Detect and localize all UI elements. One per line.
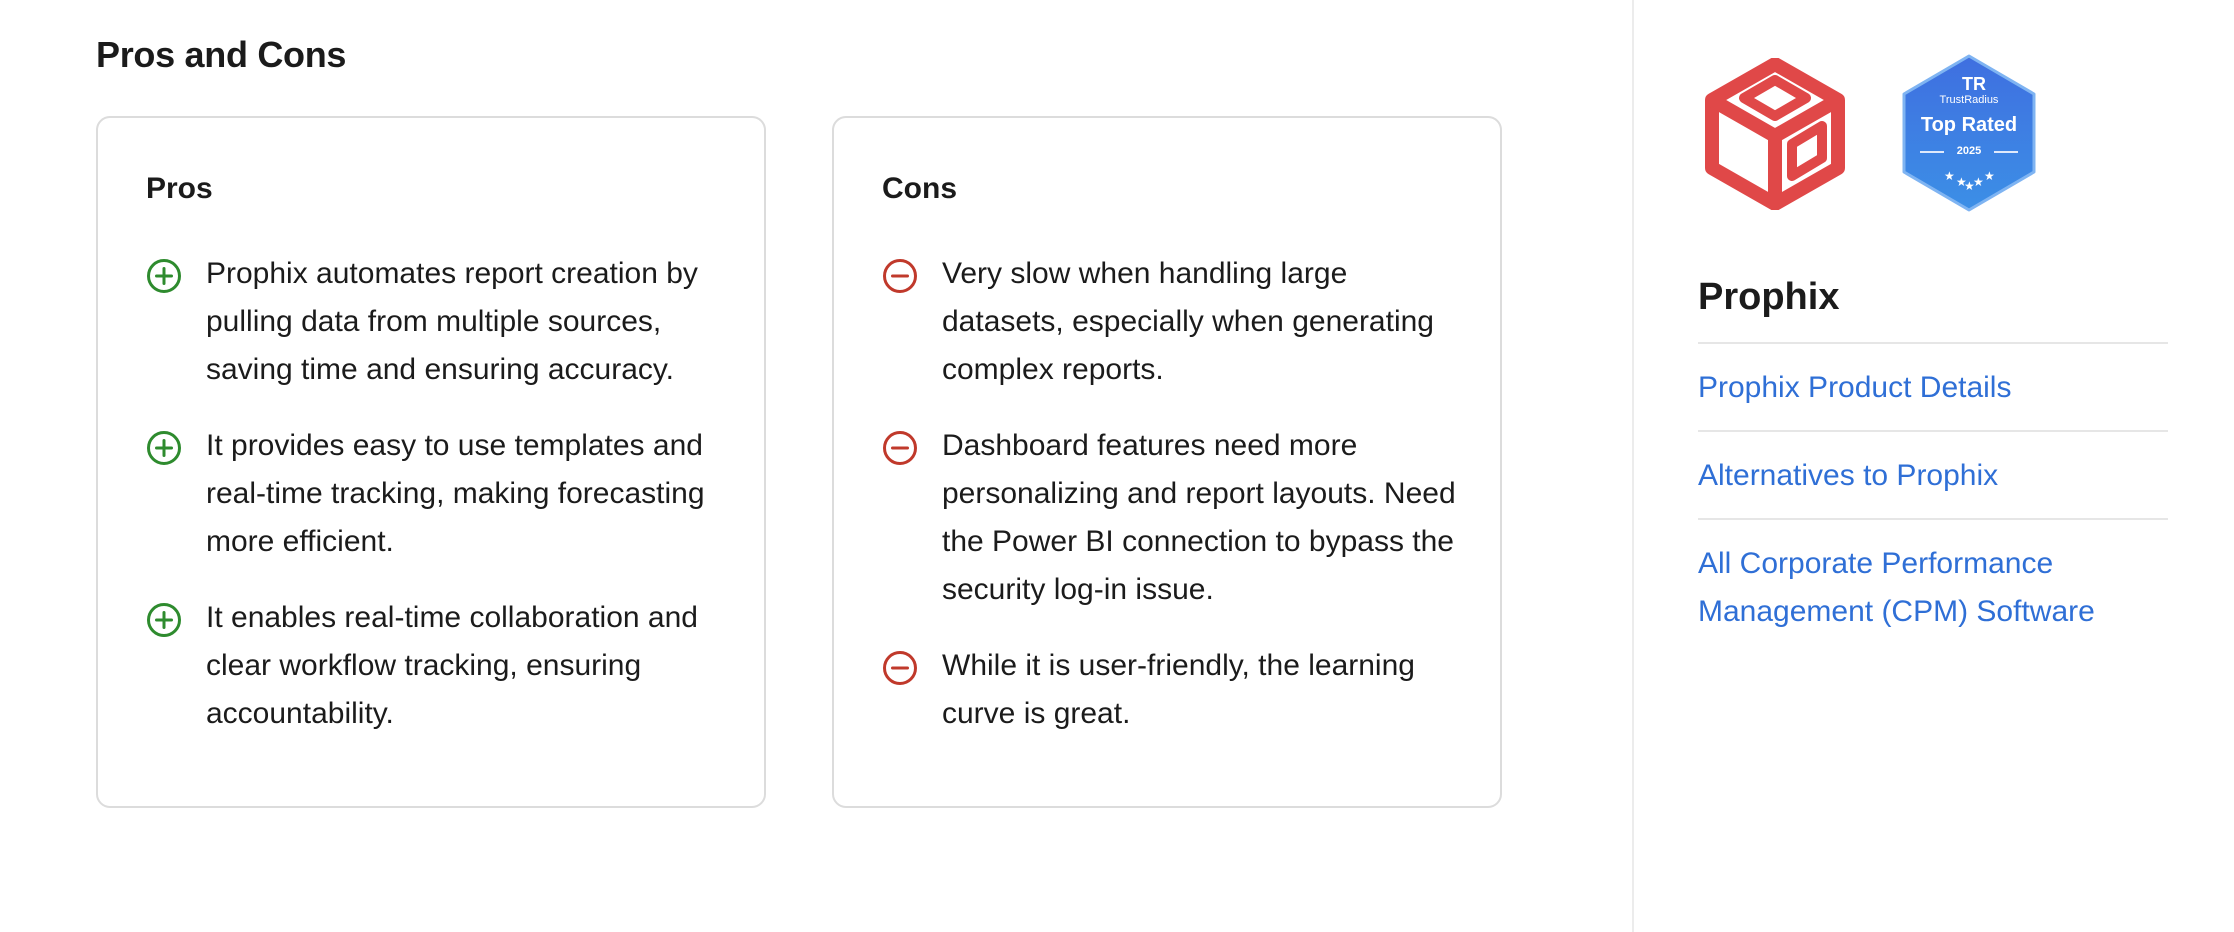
pros-title: Pros	[146, 172, 213, 205]
plus-circle-icon	[146, 258, 182, 294]
svg-text:TR: TR	[1962, 74, 1986, 94]
cons-item	[882, 642, 1460, 738]
badge-brand: TrustRadius	[1939, 94, 1999, 106]
cons-item	[882, 250, 1460, 394]
svg-text:★: ★	[1956, 175, 1967, 189]
svg-text:★: ★	[1973, 175, 1984, 189]
section-title: Pros and Cons	[96, 34, 347, 75]
pros-item	[146, 250, 724, 394]
cons-item-text: Dashboard features need more personalizing and report layouts. Need the Power BI connection to bypass the security log-in issue.	[942, 429, 1456, 606]
cons-item-text: While it is user-friendly, the learning curve is great.	[942, 649, 1415, 730]
link-item	[1698, 430, 2168, 518]
minus-circle-icon	[882, 430, 918, 466]
pros-item-text: It enables real-time collaboration and clear workflow tracking, ensuring accountability.	[206, 601, 698, 730]
product-details-link[interactable]: Prophix Product Details	[1698, 371, 2012, 404]
badge-label: Top Rated	[1920, 114, 2018, 136]
sidebar	[1634, 0, 2234, 932]
alternatives-link[interactable]: Alternatives to Prophix	[1698, 459, 1999, 492]
minus-circle-icon	[882, 258, 918, 294]
category-software-link[interactable]: All Corporate Performance Management (CPM) Software	[1698, 547, 2095, 628]
cons-card	[832, 116, 1502, 808]
svg-text:★: ★	[1964, 179, 1975, 193]
cons-title: Cons	[882, 172, 957, 205]
product-name: Prophix	[1698, 276, 1840, 318]
minus-circle-icon	[882, 650, 918, 686]
pros-item-text: Prophix automates report creation by pulling data from multiple sources, saving time and ensuring accuracy.	[206, 257, 698, 386]
link-item	[1698, 518, 2168, 654]
pros-item	[146, 422, 724, 566]
pros-item	[146, 594, 724, 738]
svg-text:★: ★	[1944, 169, 1955, 183]
cons-list	[882, 250, 1460, 766]
pros-list	[146, 250, 724, 766]
plus-circle-icon	[146, 602, 182, 638]
pros-card	[96, 116, 766, 808]
plus-circle-icon	[146, 430, 182, 466]
cons-item	[882, 422, 1460, 614]
link-item	[1698, 342, 2168, 430]
cons-item-text: Very slow when handling large datasets, especially when generating complex reports.	[942, 257, 1434, 386]
product-links	[1698, 342, 2168, 654]
badge-year: 2025	[1956, 145, 1982, 157]
pros-item-text: It provides easy to use templates and real-time tracking, making forecasting more efficient.	[206, 429, 705, 558]
prophix-logo-icon[interactable]	[1704, 58, 1846, 210]
trustradius-badge-icon[interactable]	[1898, 52, 2040, 214]
svg-text:★: ★	[1984, 169, 1995, 183]
